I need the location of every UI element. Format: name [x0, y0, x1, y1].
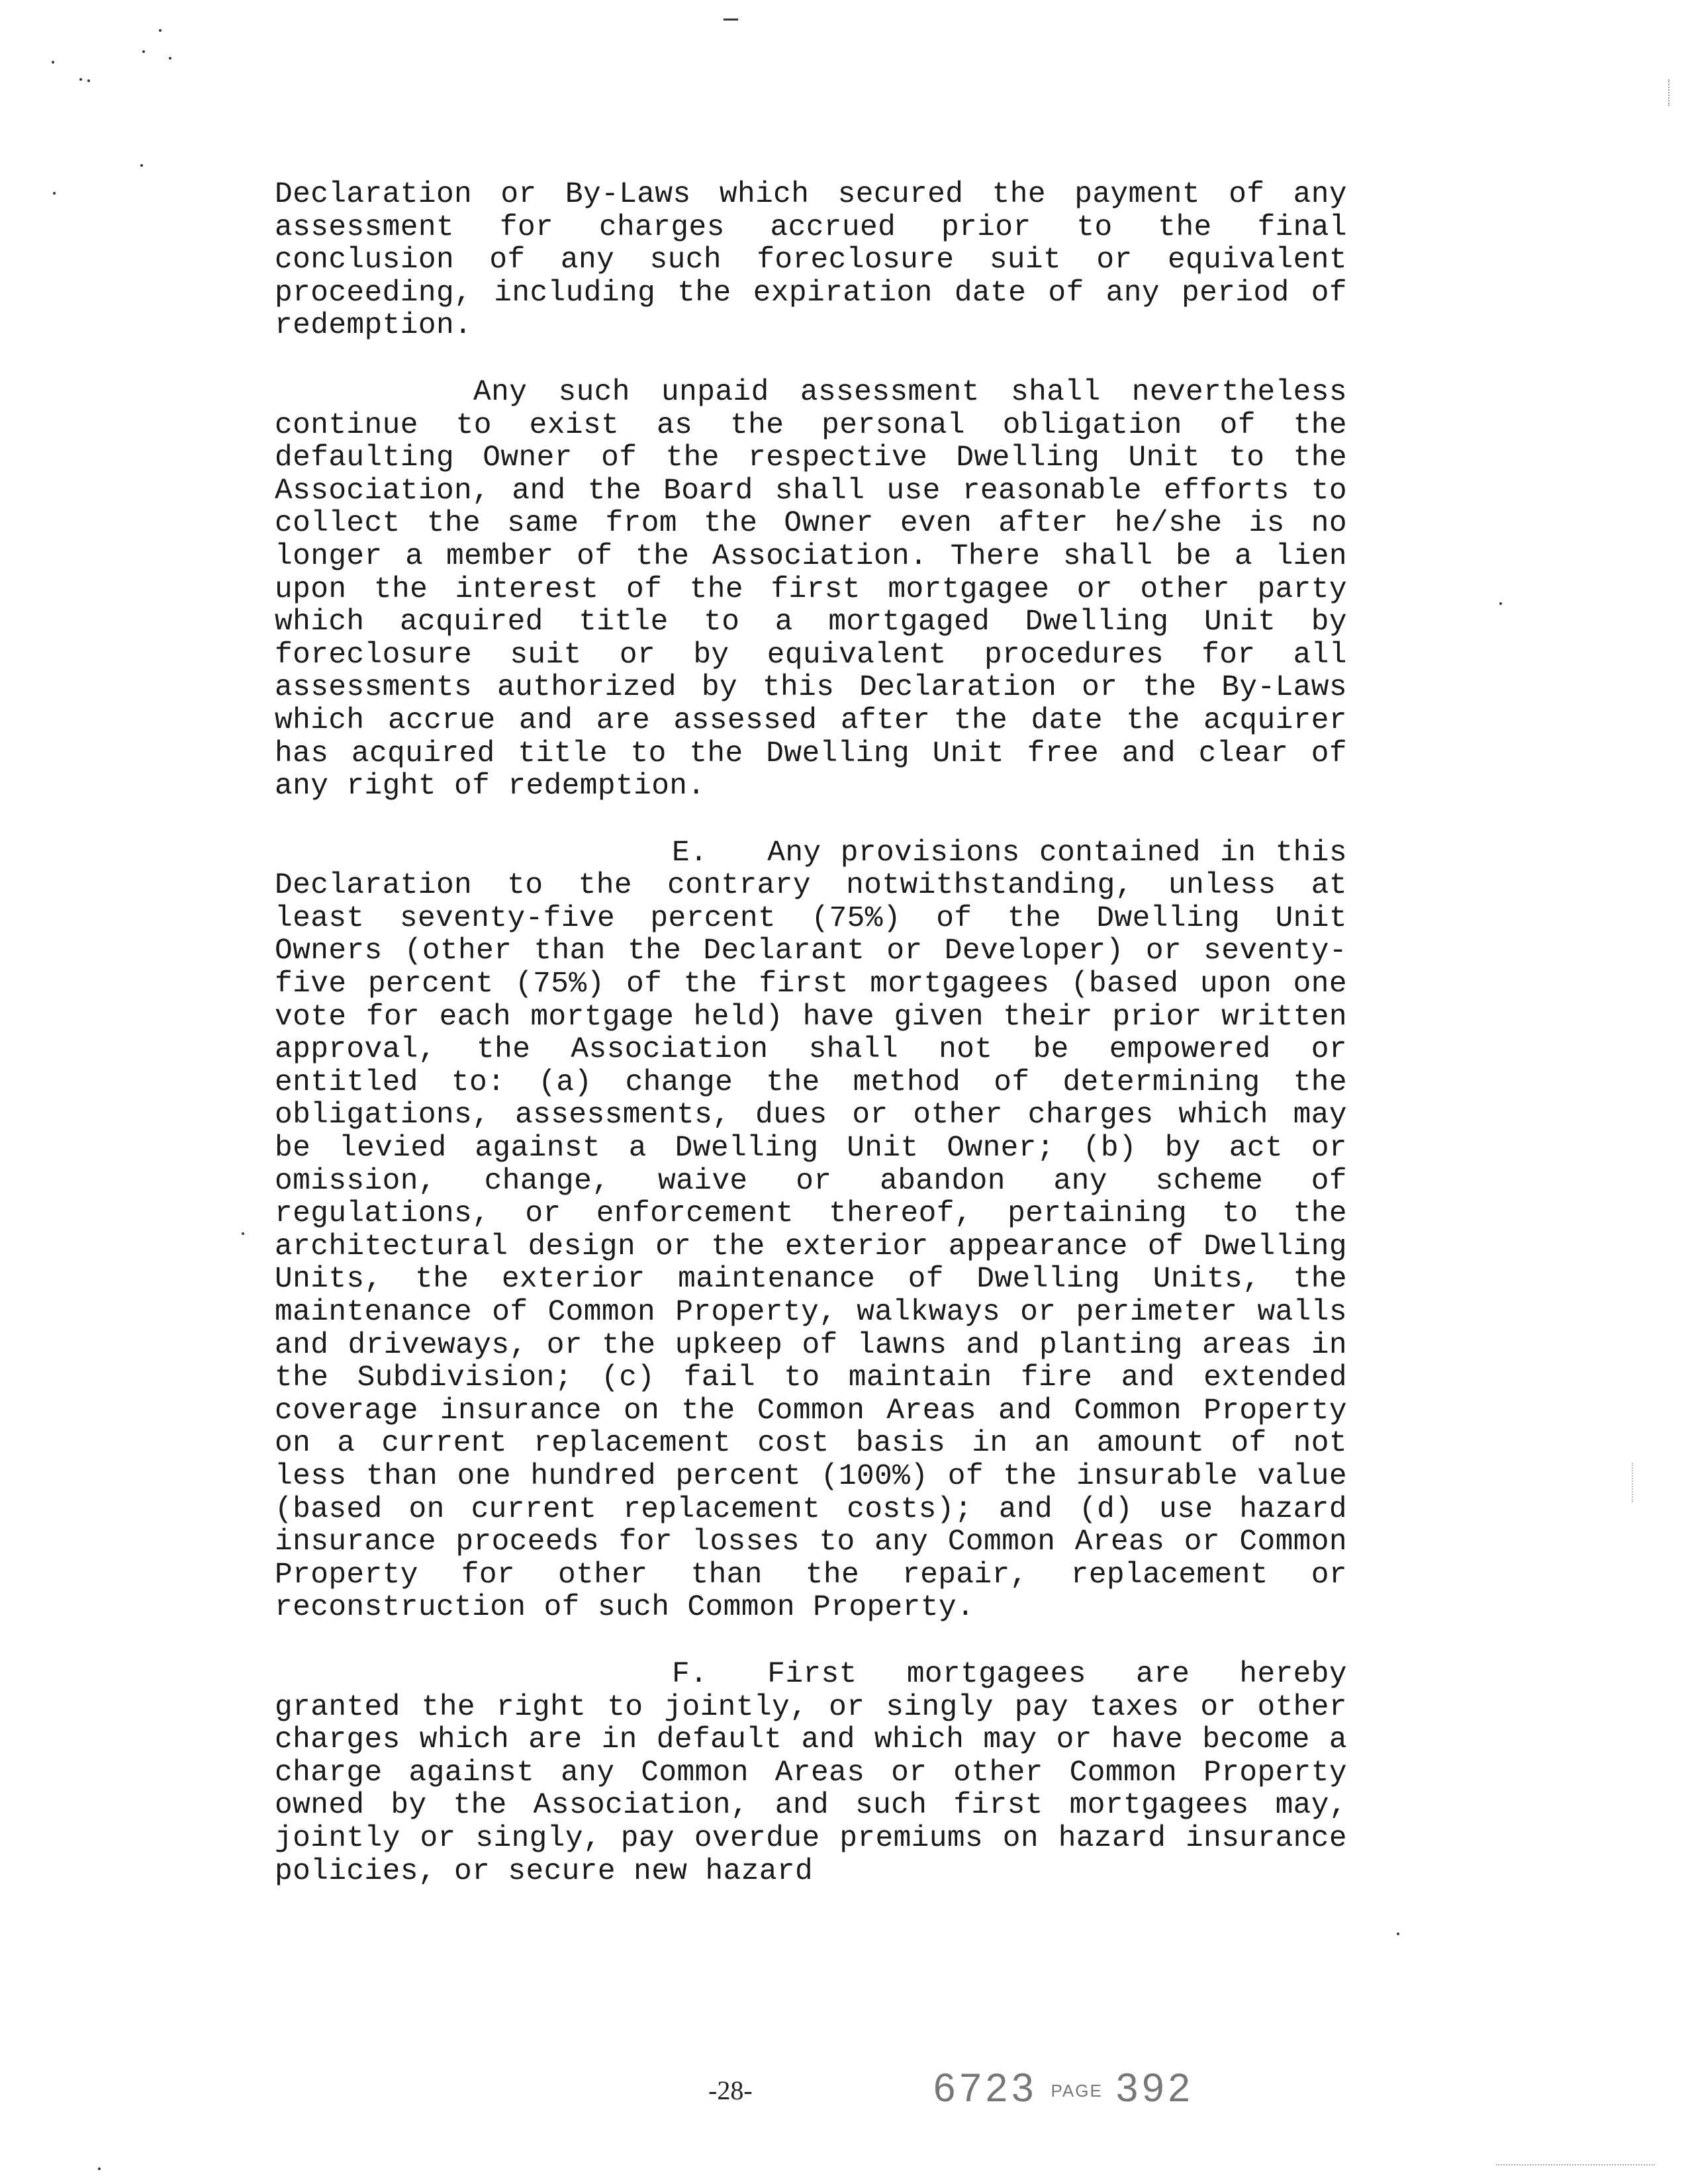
scan-speck: [87, 79, 90, 82]
scan-speck: [140, 164, 143, 167]
book-page-number: 392: [1115, 2066, 1194, 2110]
paragraph-text: Any provisions contained in this Declaration to the contrary notwithstanding, unless at least seventy-five percent (75%) of the Dwelling Unit Owners (other than the Declarant or Developer) or seventy-five percent (75%) of the first mortgagees (based upon one vote for each mortgage held) have given their prior written approval, the Association shall not be empowered or entitled to: (a) change the method of determining the obligations, assessments, dues or other charges which may be levied against a Dwelling Unit Owner; (b) by act or omission, change, waive or abandon any scheme of regulations, or enforcement thereof, pertaining to the architectural design or the exterior appearance of Dwelling Units, the exterior maintenance of Dwelling Units, the maintenance of Common Property, walkways or perimeter walls and driveways, or the upkeep of lawns and planting areas in the Subdivision; (c) fail to maintain fire and extended coverage insurance on the Common Areas and Common Property on a current replacement cost basis in an amount of not less than one hundred percent (100%) of the insurable value (based on current replacement costs); and (d) use hazard insurance proceeds for losses to any Common Areas or Common Property for other than the repair, replacement or reconstruction of such Common Property.: [275, 836, 1347, 1625]
scan-corner-mark: [1496, 2164, 1655, 2167]
book-page-stamp: [933, 2065, 1194, 2111]
book-number: 6723: [933, 2066, 1038, 2110]
scan-speck: [1499, 602, 1502, 605]
book-page-label: PAGE: [1051, 2080, 1103, 2101]
scan-mark: [724, 19, 738, 21]
paragraph-label: E.: [672, 836, 708, 870]
scan-speck: [242, 1232, 244, 1235]
paragraph-text: Any such unpaid assessment shall nevertheless continue to exist as the personal obligation of the defaulting Owner of the respective Dwelling Unit to the Association, and the Board shall use reasonable efforts to collect the same from the Owner even after he/she is no longer a member of the Association. There shall be a lien upon the interest of the first mortgagee or other party which acquired title to a mortgaged Dwelling Unit by foreclosure suit or by equivalent procedures for all assessments authorized by this Declaration or the By-Laws which accrue and are assessed after the date the acquirer has acquired title to the Dwelling Unit free and clear of any right of redemption.: [275, 375, 1347, 803]
scan-speck: [53, 192, 56, 195]
paragraph: [275, 179, 1347, 343]
paragraph: [275, 377, 1347, 803]
paragraph-label: F.: [672, 1657, 708, 1691]
scan-speck: [52, 61, 54, 64]
document-body: [275, 179, 1347, 1922]
scan-speck: [79, 78, 82, 81]
scan-edge-mark: [1668, 79, 1671, 106]
scan-speck: [159, 29, 162, 32]
paragraph: [275, 837, 1347, 1625]
scan-speck: [98, 2167, 101, 2170]
scan-speck: [142, 50, 145, 53]
scan-speck: [169, 57, 171, 60]
paragraph: [275, 1659, 1347, 1888]
page-number: -28-: [708, 2075, 753, 2105]
paragraph-text: Declaration or By-Laws which secured the payment of any assessment for charges accrued prior to the final conclusion of any such foreclosure suit or equivalent proceeding, including the expiration date of any period of redemption.: [275, 178, 1347, 343]
paragraph-text: First mortgagees are hereby granted the right to jointly, or singly pay taxes or other charges which are in default and which may or have become a charge against any Common Areas or other Common Property owned by the Association, and such first mortgagees may, jointly or singly, pay overdue premiums on hazard insurance policies, or secure new hazard: [275, 1657, 1347, 1888]
scan-speck: [1397, 1933, 1399, 1935]
scan-edge-mark: [1632, 1463, 1634, 1502]
